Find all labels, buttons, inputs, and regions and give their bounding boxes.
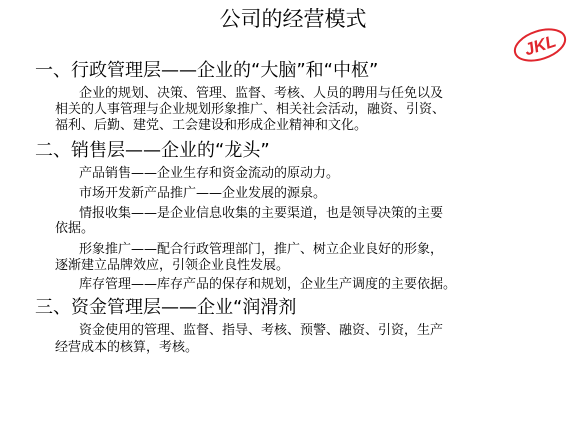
logo-text: JKL bbox=[521, 31, 559, 60]
section-3-heading: 三、资金管理层——企业“润滑剂 bbox=[35, 297, 297, 318]
section-2-line: 依据。 bbox=[55, 221, 95, 236]
section-2-line: 市场开发新产品推广——企业发展的源泉。 bbox=[79, 186, 327, 201]
section-2-heading: 二、销售层——企业的“龙头” bbox=[35, 140, 270, 161]
section-2-line: 逐渐建立品牌效应，引领企业良性发展。 bbox=[55, 258, 290, 273]
section-2-line: 库存管理——库存产品的保存和规划，企业生产调度的主要依据。 bbox=[79, 277, 457, 292]
section-1-line: 福利、后勤、建党、工会建设和形成企业精神和文化。 bbox=[55, 118, 368, 133]
page-title: 公司的经营模式 bbox=[219, 7, 367, 31]
section-2-line: 形象推广——配合行政管理部门，推广、树立企业良好的形象， bbox=[79, 242, 444, 257]
section-1-line: 相关的人事管理与企业规划形象推广、相关社会活动，融资、引资、 bbox=[55, 102, 446, 117]
section-1-heading: 一、行政管理层——企业的“大脑”和“中枢” bbox=[35, 60, 379, 81]
section-2-line: 产品销售——企业生存和资金流动的原动力。 bbox=[79, 166, 340, 181]
section-1-line: 企业的规划、决策、管理、监督、考核、人员的聘用与任免以及 bbox=[79, 86, 444, 101]
section-3-line: 资金使用的管理、监督、指导、考核、预警、融资、引资，生产 bbox=[79, 323, 444, 338]
jkl-logo bbox=[512, 28, 568, 62]
section-2-line: 情报收集——是企业信息收集的主要渠道，也是领导决策的主要 bbox=[79, 206, 444, 221]
section-3-line: 经营成本的核算，考核。 bbox=[55, 340, 199, 355]
